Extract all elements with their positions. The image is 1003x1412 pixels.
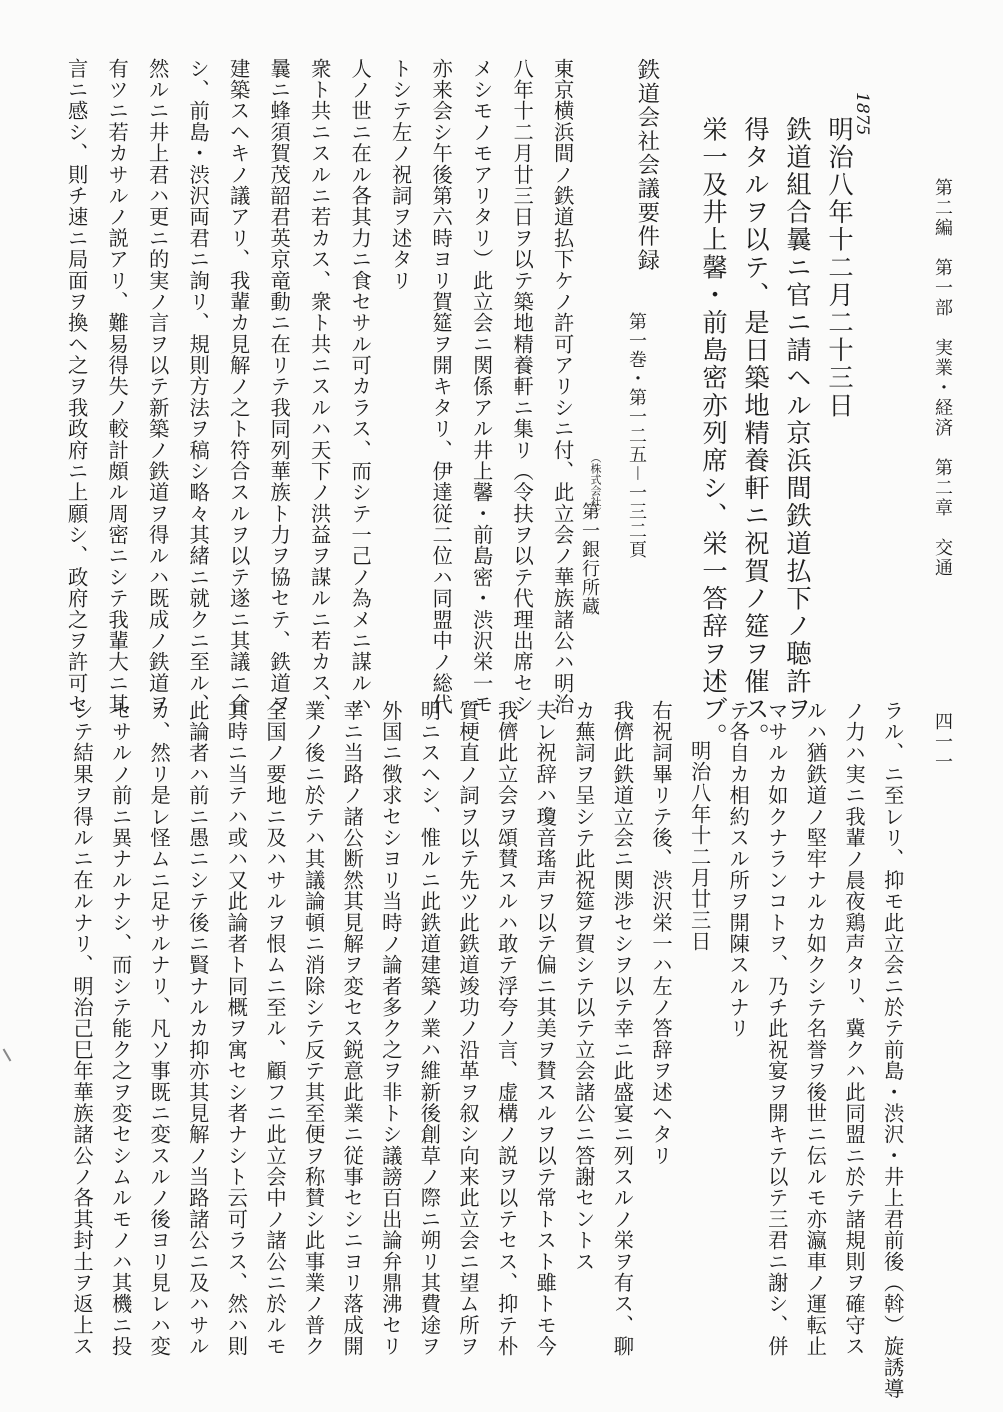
text-line: 業ノ後ニ於テハ其議論頓ニ消除シテ反テ其至便ヲ称賛シ此事業ノ普ク — [301, 700, 326, 1357]
margin-mark — [3, 1048, 12, 1061]
text-line: 右祝詞畢リテ後、渋沢栄一ハ左ノ答辞ヲ述ヘタリ — [648, 700, 673, 1167]
text-line: 質梗直ノ詞ヲ以テ先ツ此鉄道竣功ノ沿革ヲ叙シ向来此立会ニ望ム所ヲ — [455, 700, 480, 1357]
text-line: 外国ニ徴求セシヨリ当時ノ論者多ク之ヲ非トシ議謗百出論弁鼎沸セリ — [378, 700, 403, 1357]
text-line: 有ツニ若カサルノ説アリ、難易得失ノ較計頗ル周密ニシテ我輩大ニ其 — [105, 58, 130, 715]
text-line: 此論者ハ前ニ愚ニシテ後ニ賢ナルカ抑亦其見解ノ当路諸公ニ及ハサル — [185, 700, 210, 1357]
source-title: 鉄道会社会議要件録 — [633, 58, 660, 273]
text-line: 其時ニ当テハ或ハ又此論者ト同概ヲ寓セシ者ナシト云可ラス、然ハ則 — [224, 700, 249, 1357]
page-number: 四一一 — [932, 712, 953, 772]
year-label: 1875 — [852, 92, 872, 136]
text-line: トシテ左ノ祝詞ヲ述タリ — [388, 58, 413, 292]
text-line: ノ力ハ実ニ我輩ノ晨夜鶏声タリ、冀クハ此同盟ニ於テ諸規則ヲ確守ス — [841, 700, 866, 1357]
text-line: 曩ニ蜂須賀茂韶君英京竜動ニ在リテ我同列華族ト力ヲ協セテ、鉄道ヲ — [267, 58, 292, 715]
summary-line: 鉄道組合曩ニ官ニ請ヘル京浜間鉄道払下ノ聴許ヲ — [783, 116, 812, 724]
text-line: シ、前島・渋沢両君ニ詢リ、規則方法ヲ稿シ略々其緒ニ就クニ至ル、 — [186, 58, 211, 715]
text-line: 我儕此立会ヲ頌賛スルハ敢テ浮夸ノ言、虚構ノ説ヲ以テセス、抑テ朴 — [494, 700, 519, 1357]
text-line: カ、然リ是レ怪ムニ足サルナリ、凡ソ事既ニ変スルノ後ヨリ見レハ変 — [147, 700, 172, 1357]
text-line: 八年十二月廿三日ヲ以テ築地精養軒ニ集リ（令扶ヲ以テ代理出席セシ — [510, 58, 535, 715]
text-line: ラル、ニ至レリ、抑モ此立会ニ於テ前島・渋沢・井上君前後（斡）旋誘導 — [880, 700, 905, 1400]
source-pages: 第一巻・第一二五－一三二頁 — [626, 312, 647, 559]
text-line: 亦来会シ午後第六時ヨリ賀筵ヲ開キタリ、伊達従二位ハ同盟中ノ総代 — [429, 58, 454, 715]
text-line: 人ノ世ニ在ル各其力ニ食セサル可カラス、而シテ一己ノ為メニ謀ルハ — [348, 58, 373, 715]
text-line: 全国ノ要地ニ及ハサルヲ恨ムニ至ル、顧フニ此立会中ノ諸公ニ於ルモ — [262, 700, 287, 1357]
summary-line: 得タルヲ以テ、是日築地精養軒ニ祝賀ノ筵ヲ催ス。 — [741, 116, 770, 751]
text-line: 我儕此鉄道立会ニ関渉セシヲ以テ幸ニ此盛宴ニ列スルノ栄ヲ有ス、聊 — [610, 700, 635, 1357]
summary-line: 栄一及井上馨・前島密亦列席シ、栄一答辞ヲ述ブ。 — [699, 116, 728, 751]
running-header: 第二編 第一部 実業・経済 第二章 交通 — [932, 178, 953, 578]
text-line: ルハ猶鉄道ノ堅牢ナルカ如クシテ名誉ヲ後世ニ伝ルモ亦瀛車ノ運転止 — [803, 700, 828, 1357]
text-line: 然ルニ井上君ハ更ニ的実ノ言ヲ以テ新築ノ鉄道ヲ得ルハ既成ノ鉄道ヲ — [145, 58, 170, 715]
text-line: メシモノモアリタリ）此立会ニ関係アル井上馨・前島密・渋沢栄一モ — [469, 58, 494, 715]
text-line: カ蕪詞ヲ呈シテ此祝筵ヲ賀シテ以テ立会諸公ニ答謝セントス — [571, 700, 596, 1273]
text-line: 衆ト共ニスルニ若カス、衆ト共ニスルハ天下ノ洪益ヲ謀ルニ若カス、 — [307, 58, 332, 715]
source-owner-small: （株式会社） — [589, 452, 602, 518]
text-line: 明ニスヘシ、惟ルニ此鉄道建築ノ業ハ維新後創草ノ際ニ朔リ其費途ヲ — [417, 700, 442, 1357]
source-owner: 第一銀行所蔵 — [579, 502, 600, 616]
entry-date: 明治八年十二月二十三日 — [825, 116, 854, 420]
text-line: テ各自カ相約スル所ヲ開陳スルナリ — [726, 700, 751, 1040]
text-line: 夫レ祝辞ハ瓊音瑤声ヲ以テ偏ニ其美ヲ賛スルヲ以テ常トスト雖トモ今 — [533, 700, 558, 1357]
text-line: シテ結果ヲ得ルニ在ルナリ、明治己巳年華族諸公ノ各其封土ヲ返上ス — [69, 700, 94, 1357]
text-line: 建築スヘキノ議アリ、我輩カ見解ノ之ト符合スルヲ以テ遂ニ其議ニ合 — [226, 58, 251, 715]
text-line: セサルノ前ニ異ナルナシ、而シテ能ク之ヲ変セシムルモノハ其機ニ投 — [108, 700, 133, 1357]
text-line: マサルカ如クナランコトヲ、乃チ此祝宴ヲ開キテ以テ三君ニ謝シ、併 — [764, 700, 789, 1357]
text-line: 言ニ感シ、則チ速ニ局面ヲ換ヘ之ヲ我政府ニ上願シ、政府之ヲ許可セ — [64, 58, 89, 715]
text-line: 幸ニ当路ノ諸公断然其見解ヲ変セス鋭意此業ニ従事セシニヨリ落成開 — [340, 700, 365, 1357]
text-line: 明治八年十二月廿三日 — [687, 740, 712, 952]
text-line: 東京横浜間ノ鉄道払下ケノ許可アリシニ付、此立会ノ華族諸公ハ明治 — [550, 58, 575, 715]
